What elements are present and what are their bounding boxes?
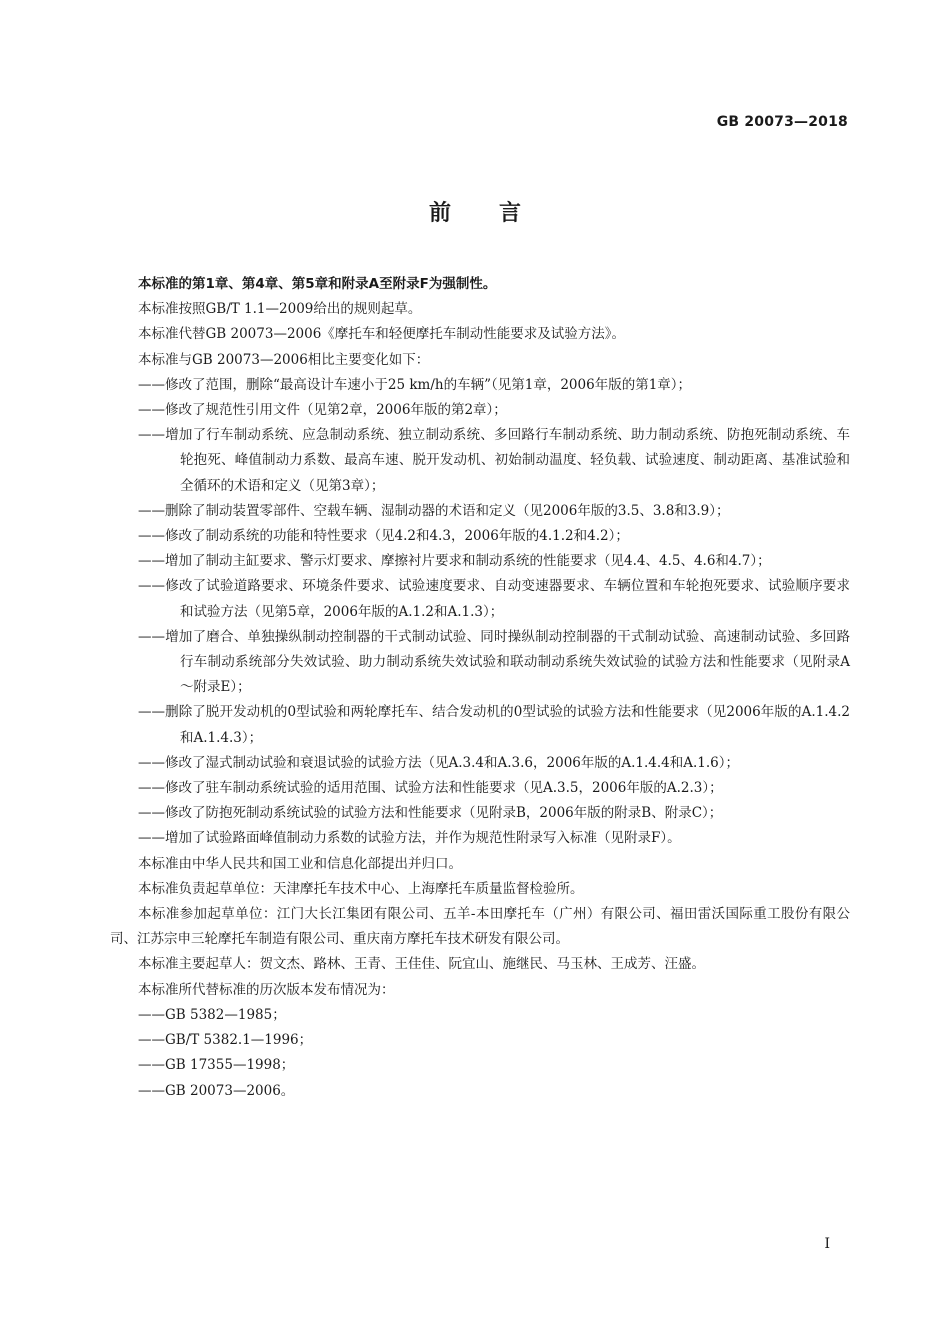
dash: —— [138,427,165,444]
dash: —— [138,1006,165,1023]
list-item: ——GB/T 5382.1—1996； [138,1032,313,1049]
dash: —— [138,578,165,595]
dash: —— [138,1082,165,1099]
dash: —— [138,830,165,847]
dash: —— [138,528,165,545]
list-item: ——增加了试验路面峰值制动力系数的试验方法，并作为规范性附录写入标准（见附录F）。 [138,830,681,847]
dash: —— [138,376,165,393]
dash: —— [138,628,165,645]
paragraph: 本标准与GB 20073—2006相比主要变化如下： [138,351,430,368]
dash: —— [138,704,165,721]
page-title: 前言 [428,201,569,226]
list-item: ——GB 5382—1985； [138,1006,286,1023]
mandatory-statement: 本标准的第1章、第4章、第5章和附录A至附录F为强制性。 [138,276,497,292]
list-item: ——删除了制动装置零部件、空载车辆、湿制动器的术语和定义（见2006年版的3.5、3.8和3.9）； [138,502,730,519]
list-item: ——修改了湿式制动试验和衰退试验的试验方法（见A.3.4和A.3.6，2006年版的A.1.4.4和A.1.6）； [138,754,740,771]
list-item: ——增加了磨合、单独操纵制动控制器的干式制动试验、同时操纵制动控制器的干式制动试验、高速制动试验、多回路行车制动系统部分失效试验、助力制动系统失效试验和联动制动系统失效试验的试验方法和性能要求（见附录A～附录E）； [138,628,850,696]
history-list [110,1003,850,1104]
paragraph: 本标准负责起草单位：天津摩托车技术中心、上海摩托车质量监督检验所。 [138,880,584,897]
changes-list [110,373,850,852]
paragraph: 本标准按照GB/T 1.1—2009给出的规则起草。 [138,301,422,318]
dash: —— [138,1032,165,1049]
page-number: I [824,1236,830,1252]
dash: —— [138,780,165,797]
list-item: ——修改了规范性引用文件（见第2章，2006年版的第2章）； [138,402,507,419]
list-item: ——GB 20073—2006。 [138,1082,295,1099]
paragraph: 本标准主要起草人：贺文杰、路林、王青、王佳佳、阮宜山、施继民、马玉林、王成芳、汪盛。 [138,956,705,973]
dash: —— [138,553,165,570]
paragraph: 本标准所代替标准的历次版本发布情况为： [138,981,395,998]
dash: —— [138,1057,165,1074]
list-item: ——GB 17355—1998； [138,1057,295,1074]
document-body [110,272,850,1104]
paragraph: 本标准由中华人民共和国工业和信息化部提出并归口。 [138,855,462,872]
list-item: ——修改了试验道路要求、环境条件要求、试验速度要求、自动变速器要求、车辆位置和车轮抱死要求、试验顺序要求和试验方法（见第5章，2006年版的A.1.2和A.1.3）； [138,578,850,620]
list-item: ——增加了制动主缸要求、警示灯要求、摩擦衬片要求和制动系统的性能要求（见4.4、4.5、4.6和4.7）； [138,553,771,570]
list-item: ——增加了行车制动系统、应急制动系统、独立制动系统、多回路行车制动系统、助力制动系统、防抱死制动系统、车轮抱死、峰值制动力系数、最高车速、脱开发动机、初始制动温度、轻负载、试验速度、制动距离、基准试验和全循环的术语和定义（见第3章）； [138,427,850,494]
standard-code: GB 20073—2018 [716,114,848,130]
list-item: ——修改了制动系统的功能和特性要求（见4.2和4.3，2006年版的4.1.2和4.2）； [138,528,629,545]
paragraph: 本标准代替GB 20073—2006《摩托车和轻便摩托车制动性能要求及试验方法》。 [138,326,626,343]
list-item: ——删除了脱开发动机的0型试验和两轮摩托车、结合发动机的0型试验的试验方法和性能要求（见2006年版的A.1.4.2和A.1.4.3）； [138,704,850,746]
paragraph: 本标准参加起草单位：江门大长江集团有限公司、五羊-本田摩托车（广州）有限公司、福田雷沃国际重工股份有限公司、江苏宗申三轮摩托车制造有限公司、重庆南方摩托车技术研发有限公司。 [110,906,850,948]
dash: —— [138,805,165,822]
dash: —— [138,402,165,419]
dash: —— [138,502,165,519]
list-item: ——修改了防抱死制动系统试验的试验方法和性能要求（见附录B，2006年版的附录B、附录C）； [138,805,723,822]
list-item: ——修改了范围，删除“最高设计车速小于25 km/h的车辆”（见第1章，2006年版的第1章）； [138,376,692,393]
list-item: ——修改了驻车制动系统试验的适用范围、试验方法和性能要求（见A.3.5，2006年版的A.2.3）； [138,780,723,797]
dash: —— [138,754,165,771]
